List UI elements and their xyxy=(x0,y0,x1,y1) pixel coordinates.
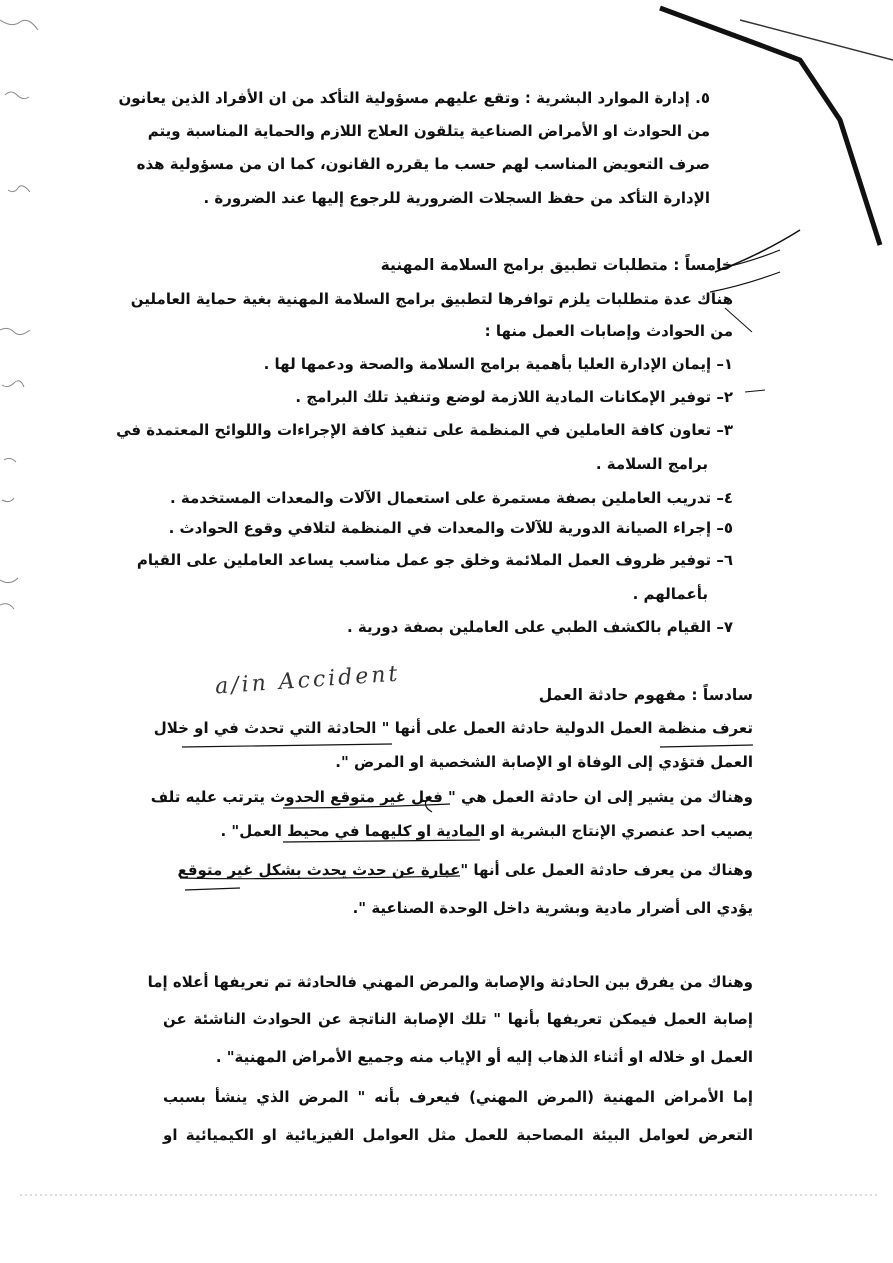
section6-line-3: وهناك من يشير إلى ان حادثة العمل هي " فعل غير متوقع الحدوث يترتب عليه تلف xyxy=(150,788,753,806)
section6-para2-line-3: العمل او خلاله او أثناء الذهاب إليه أو الإياب منه وجميع الأمراض المهنية" . xyxy=(215,1048,753,1066)
item5-line-3: صرف التعويض المناسب لهم حسب ما يقرره القانون، كما ان من مسؤولية هذه xyxy=(136,155,710,173)
section5-intro-2: من الحوادث وإصابات العمل منها : xyxy=(484,322,733,340)
section6-title: سادساً : مفهوم حادثة العمل xyxy=(538,686,753,704)
section6-para2-line-2: إصابة العمل فيمكن تعريفها بأنها " تلك الإصابة الناتجة عن الحوادث الناشئة عن xyxy=(163,1010,753,1028)
section5-item-7: ٧– القيام بالكشف الطبي على العاملين بصفة دورية . xyxy=(346,618,733,636)
section6-line-4: يصيب احد عنصري الإنتاج البشرية او المادية او كليهما في محيط العمل" . xyxy=(220,822,753,840)
section5-item-5: ٥– إجراء الصيانة الدورية للآلات والمعدات في المنظمة لتلافي وقوع الحوادث . xyxy=(168,519,733,537)
section5-item-3-cont: برامج السلامة . xyxy=(595,455,708,473)
handwritten-note: a/in Accident xyxy=(214,661,402,700)
section6-line-2: العمل فتؤدي إلى الوفاة او الإصابة الشخصية او المرض ". xyxy=(335,753,753,771)
section5-item-6: ٦– توفير ظروف العمل الملائمة وخلق جو عمل مناسب يساعد العاملين على القيام xyxy=(136,551,733,569)
item5-line-4: الإدارة التأكد من حفظ السجلات الضرورية للرجوع إليها عند الضرورة . xyxy=(203,189,710,207)
section6-para2-line-1: وهناك من يفرق بين الحادثة والإصابة والمرض المهني فالحادثة تم تعريفها أعلاه إما xyxy=(147,973,753,991)
section6-line-1: تعرف منظمة العمل الدولية حادثة العمل على أنها " الحادثة التي تحدث في او خلال xyxy=(153,719,753,737)
section5-item-1: ١– إيمان الإدارة العليا بأهمية برامج السلامة والصحة ودعمها لها . xyxy=(263,355,733,373)
section5-item-2: ٢– توفير الإمكانات المادية اللازمة لوضع وتنفيذ تلك البرامج . xyxy=(295,388,733,406)
section5-item-3: ٣– تعاون كافة العاملين في المنظمة على تنفيذ كافة الإجراءات واللوائح المعتمدة في xyxy=(116,421,733,439)
item5-line-1: ٥. إدارة الموارد البشرية : وتقع عليهم مسؤولية التأكد من ان الأفراد الذين يعانون xyxy=(118,89,710,107)
section6-line-5: وهناك من يعرف حادثة العمل على أنها "عبارة عن حدث يحدث بشكل غير متوقع xyxy=(177,861,753,879)
section6-para2-line-5: التعرض لعوامل البيئة المصاحبة للعمل مثل العوامل الفيزيائية او الكيميائية او xyxy=(163,1126,753,1144)
section5-intro-1: هناك عدة متطلبات يلزم توافرها لتطبيق برامج السلامة المهنية بغية حماية العاملين xyxy=(130,290,733,308)
section5-title: خامساً : متطلبات تطبيق برامج السلامة المهنية xyxy=(380,256,733,274)
section5-item-4: ٤– تدريب العاملين بصفة مستمرة على استعمال الآلات والمعدات المستخدمة . xyxy=(169,489,733,507)
section6-line-6: يؤدي الى أضرار مادية وبشرية داخل الوحدة الصناعية ". xyxy=(352,899,753,917)
item5-line-2: من الحوادث او الأمراض الصناعية يتلقون العلاج اللازم والحماية المناسبة ويتم xyxy=(147,122,710,140)
section5-item-6-cont: بأعمالهم . xyxy=(632,585,708,603)
section6-para2-line-4: إما الأمراض المهنية (المرض المهني) فيعرف بأنه " المرض الذي ينشأ بسبب xyxy=(163,1088,753,1106)
